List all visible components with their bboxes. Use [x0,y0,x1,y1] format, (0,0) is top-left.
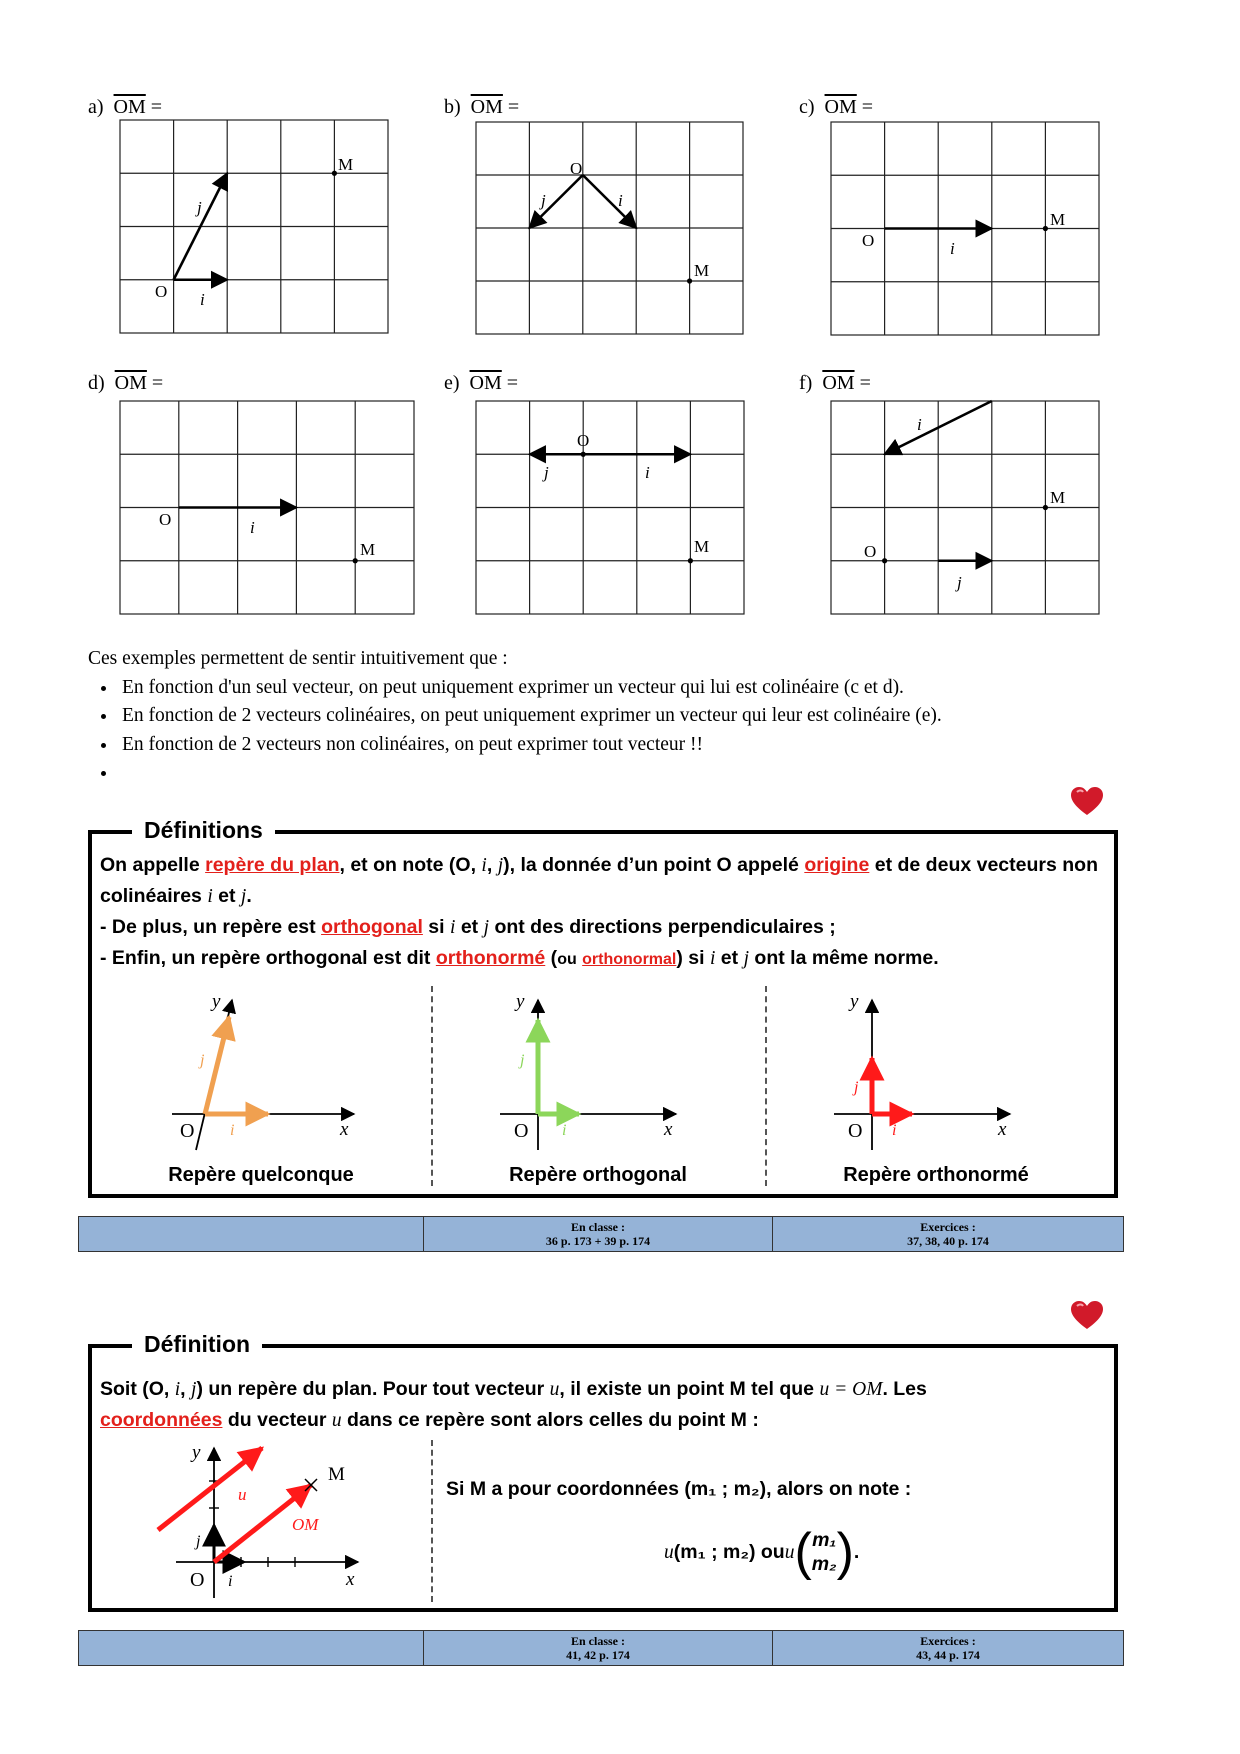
label-o-c: O [862,231,875,250]
label-m-b: M [694,261,710,280]
svg-text:x: x [340,1119,349,1140]
exercise-d-label: d) $\overline{OM}$ = [88,372,164,394]
figure-repere-orthogonal [500,991,676,1150]
svg-text:O: O [514,1120,529,1142]
vector-i-b [583,175,636,228]
label-i-f: i [917,415,922,434]
svg-text:x: x [346,1569,355,1590]
vector-om: $\overline{OM}$ [822,372,855,394]
exercise-f-label: f) $\overline{OM}$ = [799,372,871,394]
label-i-a: i [200,290,205,309]
figure-repere-quelconque [172,991,354,1150]
term-repere-du-plan: repère du plan [205,854,340,876]
coordinates-formula: u (m₁ ; m₂) ou u ( m₁ m₂ ) . [664,1523,860,1581]
vector-j: j [497,855,504,876]
label-i-d: i [250,518,255,537]
svg-text:O: O [180,1120,195,1142]
label-m-c: M [1050,210,1066,229]
figure-repere-orthonorme [834,991,1010,1150]
vector-j: j [240,886,247,907]
vector-u: u [819,1379,830,1400]
def2-line-1: Soit (O, i, j) un repère du plan. Pour tout vecteur u, il existe un point M tel que u = OM. Les [100,1378,927,1400]
intro-text [88,645,942,788]
label-o-d: O [159,510,172,529]
svg-text:O: O [190,1569,205,1591]
grid-f [831,401,1099,614]
bar-exercices: Exercices : 37, 38, 40 p. 174 [772,1217,1123,1251]
definitions-title: Définitions [132,817,275,844]
vector-u: u [331,1410,342,1431]
vector-u: u [549,1379,560,1400]
exercise-a-label: a) $\overline{OM}$ = [88,96,163,118]
bullet-item: • En fonction d'un seul vecteur, on peut uniquement exprimer un vecteur qui lui est colinéaire (c et d). [118,674,942,703]
svg-text:y: y [192,1442,201,1463]
label-o-f: O [864,542,877,561]
term-coordonnees: coordonnées [100,1409,223,1431]
grid-e [476,401,744,614]
intro-bullets [88,674,942,788]
svg-text:i: i [892,1122,897,1139]
caption-quelconque: Repère quelconque [168,1164,354,1186]
label-o-b: O [570,159,583,178]
def-paragraph-3: - Enfin, un repère orthogonal est dit orthonormé (ou orthonormal) si i et j ont la même norme. [100,947,939,969]
label-i-e: i [645,463,650,482]
vector-i: i [709,948,716,969]
vector-om: OM [852,1379,883,1400]
label-m-f: M [1050,488,1066,507]
vector-om: $\overline{OM}$ [113,96,146,118]
def-paragraph-2: - De plus, un repère est orthogonal si i et j ont des directions perpendiculaires ; [100,916,836,938]
repere-figures [92,990,1106,1160]
svg-text:i: i [230,1122,235,1139]
svg-text:j: j [854,1079,859,1096]
vector-j: j [743,948,749,969]
vector-i: i [207,886,213,907]
svg-text:OM: OM [292,1515,319,1534]
separator [431,1440,433,1602]
vector-j-b [529,175,582,228]
bar-empty-cell [79,1631,423,1665]
coordinates-line: Si M a pour coordonnées (m₁ ; m₂), alors on note : [446,1478,912,1500]
svg-text:y: y [516,991,525,1012]
label-j-f: j [957,573,962,592]
grid-b [476,122,743,334]
exercise-grids [0,0,1240,640]
term-orthonormal: orthonormal [582,951,677,968]
bullet-item: • En fonction de 2 vecteurs non colinéaires, on peut exprimer tout vecteur !! [118,731,942,760]
definitions-text [100,850,1098,975]
label-o-e: O [577,431,590,450]
label-i-c: i [950,239,955,258]
vector-om: $\overline{OM}$ [824,96,857,118]
svg-text:O: O [848,1120,863,1142]
label-m-d: M [360,540,376,559]
label-i-b: i [618,191,623,210]
exercise-e-label: e) $\overline{OM}$ = [444,372,519,394]
term-orthonorme: orthonormé [435,947,546,969]
heart-icon [1070,786,1104,816]
vector-om: $\overline{OM}$ [469,372,502,394]
exercise-c-label: c) $\overline{OM}$ = [799,96,874,118]
svg-text:y: y [212,991,221,1012]
vector-om: $\overline{OM}$ [470,96,503,118]
svg-text:j: j [520,1052,525,1069]
def2-line-2: coordonnées du vecteur u dans ce repère sont alors celles du point M : [100,1409,759,1431]
vector-i: i [174,1379,181,1400]
svg-text:j: j [200,1052,205,1069]
label-m-e: M [694,537,710,556]
svg-text:j: j [196,1533,201,1550]
definition-text [100,1374,1098,1436]
bullet-item [118,759,942,788]
bar-en-classe: En classe : 41, 42 p. 174 [423,1631,772,1665]
svg-text:u: u [238,1485,247,1504]
label-j-b: j [541,191,546,210]
caption-orthogonal: Repère orthogonal [509,1164,687,1186]
vector-i: i [481,855,487,876]
matrix-m1: m₁ [812,1529,837,1551]
definition-title: Définition [132,1331,262,1358]
vector-i: i [450,917,456,938]
def-paragraph-1: On appelle repère du plan, et on note (O, i, j), la donnée d’un point O appelé origine et de deux vecteurs non colinéaires i et j. [100,854,1098,907]
heart-icon [1070,1300,1104,1330]
bar-exercices: Exercices : 43, 44 p. 174 [772,1631,1123,1665]
svg-text:x: x [998,1119,1007,1140]
term-origine: origine [804,854,870,876]
exercise-bar-2 [78,1630,1124,1666]
exercise-b-label: b) $\overline{OM}$ = [444,96,520,118]
matrix-m2: m₂ [811,1553,837,1575]
label-j-e: j [544,463,549,482]
term-orthogonal: orthogonal [321,916,423,938]
vector-j: j [483,917,490,938]
grid-a [120,120,388,333]
label-j-a: j [197,198,202,217]
svg-text:M: M [328,1464,345,1485]
coordinates-figure [92,1440,430,1600]
vector-om: $\overline{OM}$ [114,372,147,394]
intro-lead: Ces exemples permettent de sentir intuitivement que : [88,648,508,669]
label-o-a: O [155,282,168,301]
caption-orthonorme: Repère orthonormé [843,1164,1029,1186]
label-m-a: M [338,155,354,174]
bullet-item: • En fonction de 2 vecteurs colinéaires, on peut uniquement exprimer un vecteur qui leur est colinéaire (e). [118,702,942,731]
bar-empty-cell [79,1217,423,1251]
vector-j: j [191,1379,197,1400]
svg-text:i: i [562,1122,567,1139]
exercise-bar-1 [78,1216,1124,1252]
bar-en-classe: En classe : 36 p. 173 + 39 p. 174 [423,1217,772,1251]
svg-text:y: y [850,991,859,1012]
svg-text:i: i [228,1573,233,1590]
svg-text:x: x [664,1119,673,1140]
